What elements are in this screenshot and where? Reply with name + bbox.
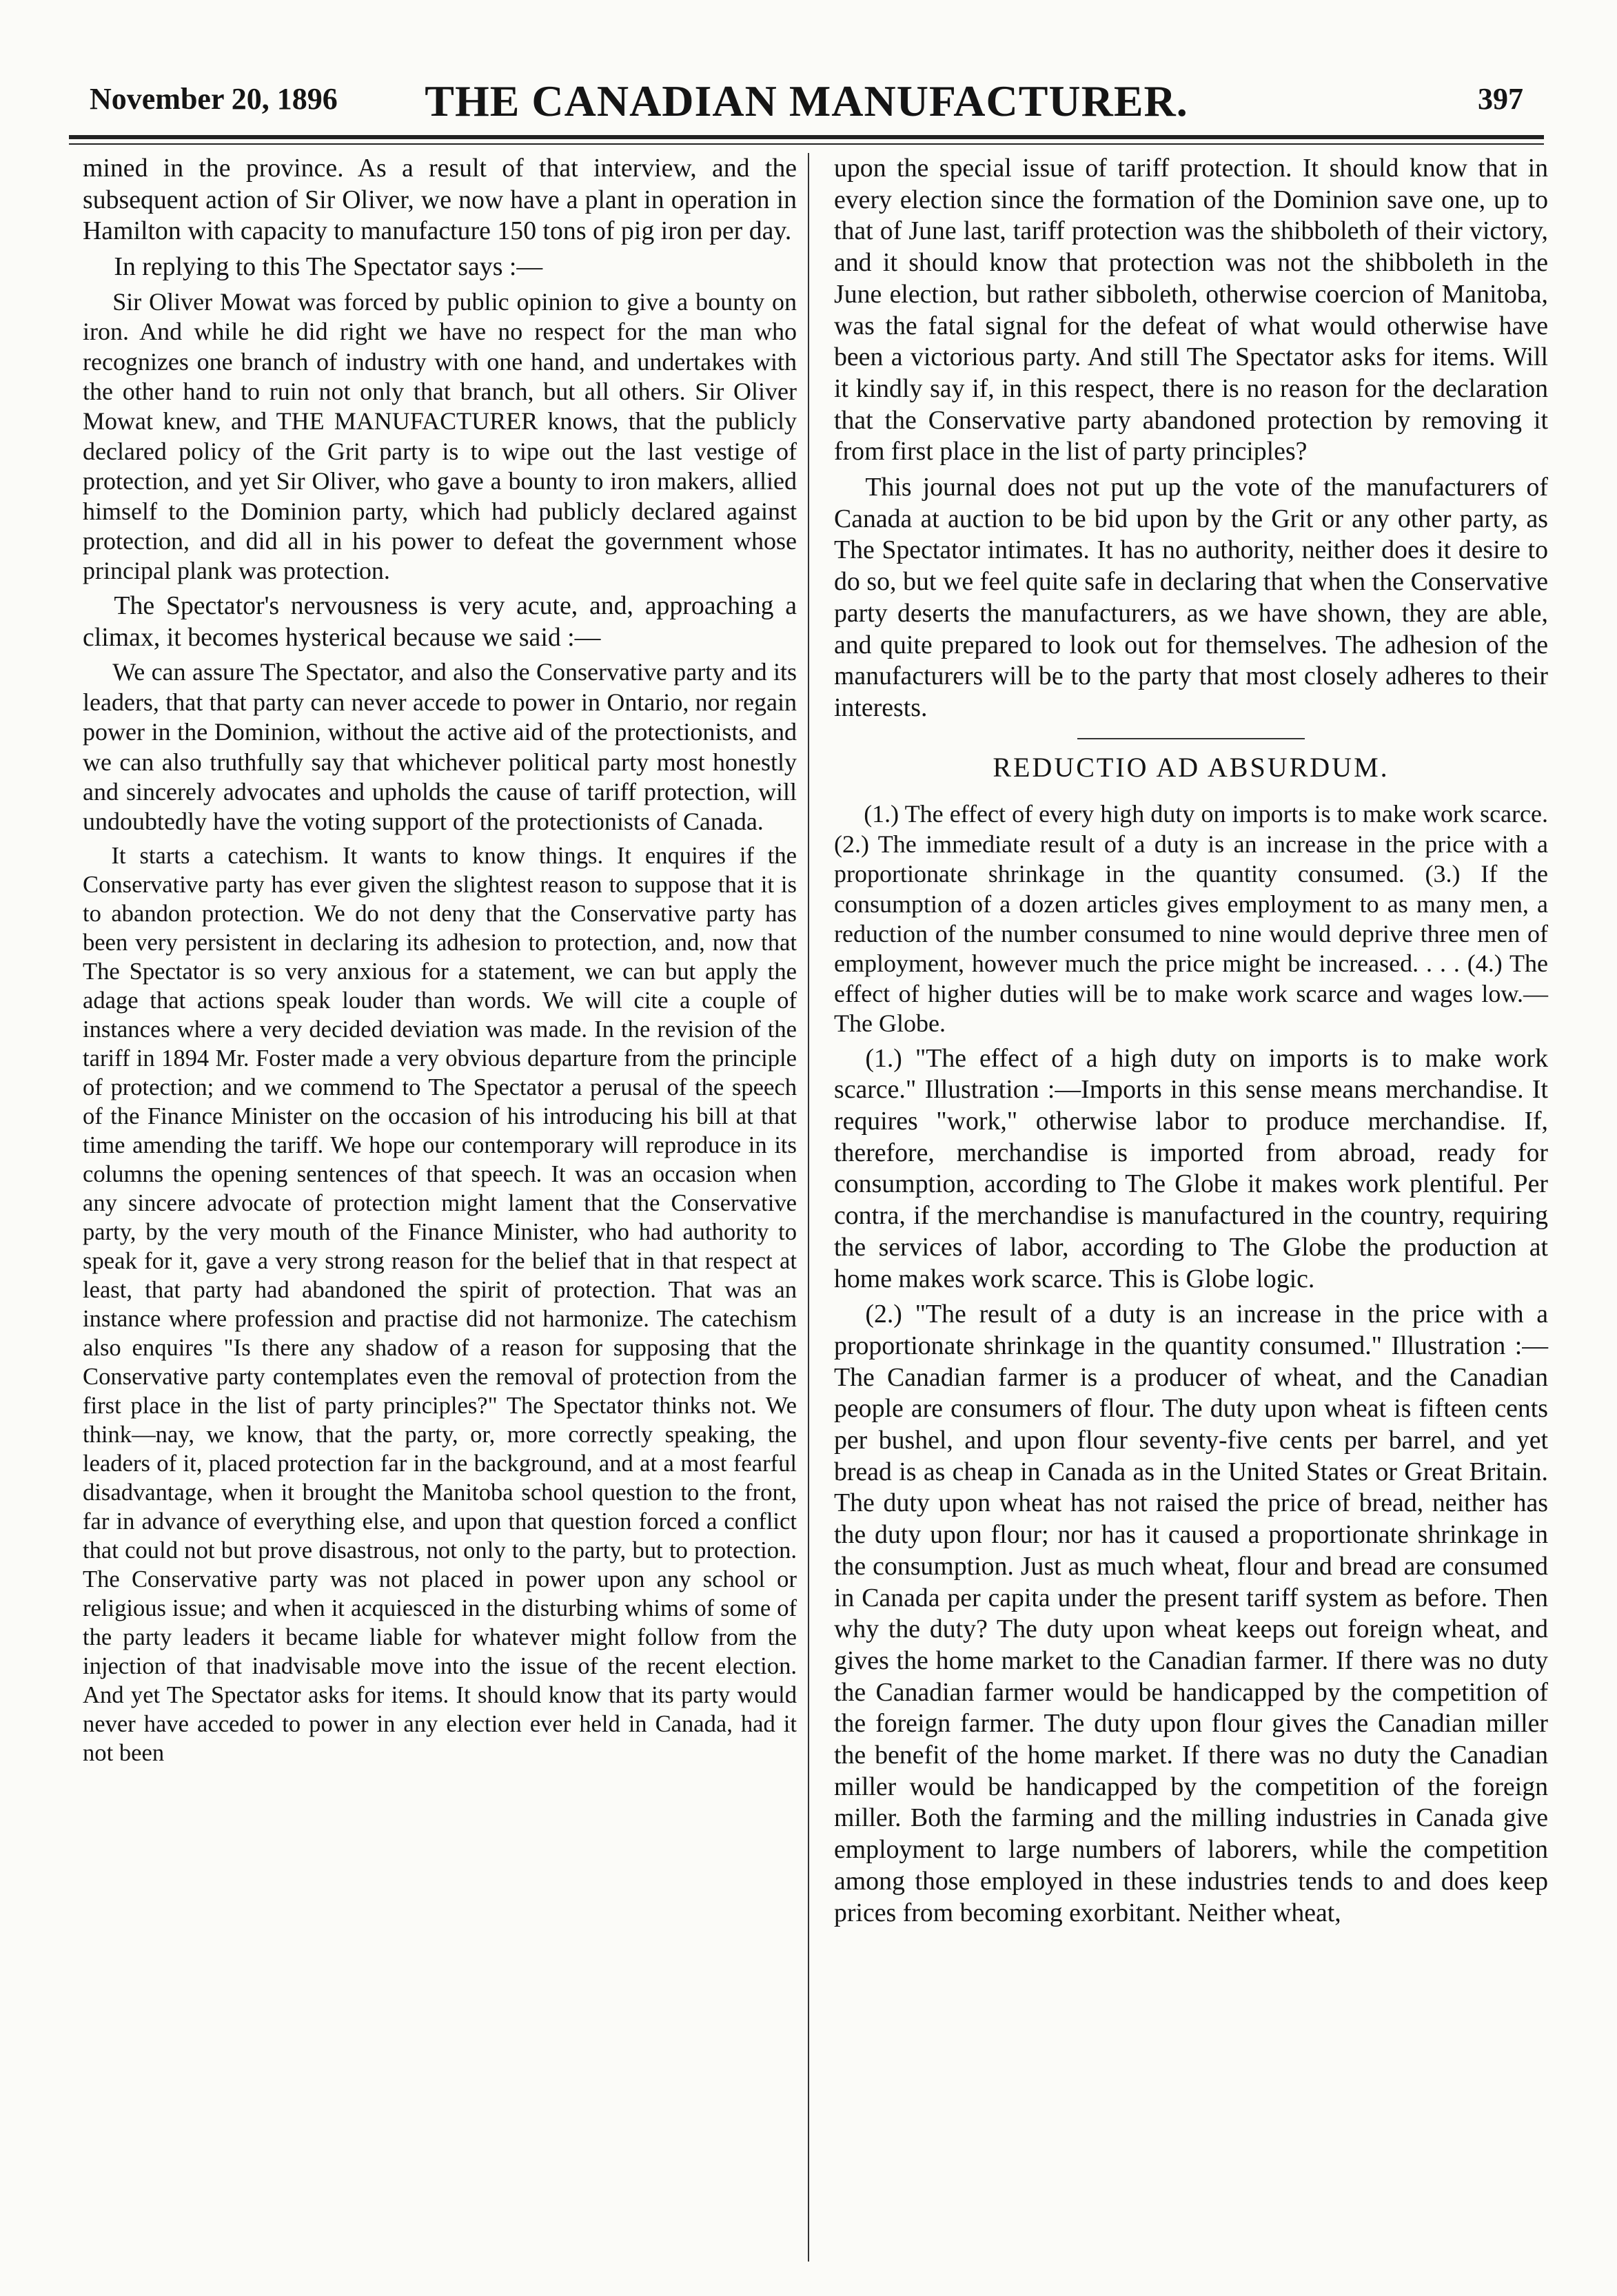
left-paragraph-6: It starts a catechism. It wants to know things. It enquires if the Conservative party has ever given the slightest reason to suppose that it is to abandon protection. We do not deny that the Conservative party has been very persistent in declaring its adhesion to protection, and, now that The Spectator is so very anxious for a statement, we can but apply the adage that actions speak louder than words. We will cite a couple of instances where a very decided deviation was made. In the revision of the tariff in 1894 Mr. Foster made a very obvious departure from the principle of protection; and we commend to The Spectator a perusal of the speech of the Finance Minister on the occasion of his introducing his bill at that time amending the tariff. We hope our contemporary will reproduce in its columns the opening sentences of that speech. It was an occasion when any sincere advocate of protection might lament that the Conservative party, by the very mouth of the Finance Minister, who had authority to speak for it, gave a very strong reason for the belief that in that respect at least, that party had abandoned the spirit of protection. That was an instance where profession and practise did not harmonize. The catechism also enquires "Is there any shadow of a reason for supposing that the Conservative party contemplates even the removal of protection from the first place in the list of party principles?" The Spectator thinks not. We think—nay, we know, that the party, or, more correctly speaking, the leaders of it, placed protection far in the background, and at a most fearful disadvantage, when it brought the Manitoba school question to the front, far in advance of everything else, and upon that question forced a conflict that could not but prove disastrous, not only to the party, but to protection. The Conservative party was not placed in power upon any school or religious issue; and when it acquiesced in the disturbing whims of some of the party leaders it became liable for whatever might follow from the injection of that inadvisable move into the issue of the recent election. And yet The Spectator asks for items. It should know that its party would never have acceded to power in any election ever held in Canada, had it not been — [83, 842, 797, 1766]
section-title: REDUCTIO AD ABSURDUM. — [993, 751, 1390, 783]
header-rule-thick — [69, 135, 1544, 139]
globe-quote: (1.) The effect of every high duty on imports is to make work scarce. (2.) The immediate result of a duty is an increase in the price with a proportionate shrinkage in the quantity consumed. (3.) If the consumption of a dozen articles gives employment to as many men, a reduction of the number consumed to nine would deprive three men of employment, however much the price might be increased. . . . (4.) The effect of higher duties will be to make work scarce and wages low.—The Globe. — [834, 800, 1548, 1038]
right-paragraph-4: (1.) "The effect of a high duty on imports is to make work scarce." Illustration :—Imports in this sense means merchandise. It requires "work," otherwise labor to produce merchandise. If, therefore, merchandise is imported from abroad, ready for consumption, according to The Globe it makes work plentiful. Per contra, if the merchandise is manufactured in the country, requiring the services of labor, according to The Globe the production at home makes work scarce. This is Globe logic. — [834, 1043, 1548, 1293]
right-paragraph-2: This journal does not put up the vote of the manufacturers of Canada at auction to be bid upon by the Grit or any other party, as The Spectator intimates. It has no authority, neither does it desire to do so, but we feel quite safe in declaring that when the Conservative party deserts the manufacturers, as we have shown, they are able, and quite prepared to look out for themselves. The adhesion of the manufacturers will be to the party that most closely adheres to their interests. — [834, 473, 1548, 722]
publication-title: THE CANADIAN MANUFACTURER. — [425, 76, 1188, 125]
right-paragraph-1: upon the special issue of tariff protection. It should know that in every election since the formation of the Dominion save one, up to that of June last, tariff protection was the shibboleth of their victory, and it should know that protection was not the shibboleth in the June election, but rather sibboleth, otherwise coercion of Manitoba, was the fatal signal for the defeat of what would otherwise have been a victorious party. And still The Spectator asks for items. Will it kindly say if, in this respect, there is no reason for the declaration that the Conservative party abandoned protection by removing it from first place in the list of party principles? — [834, 154, 1548, 467]
page-number: 397 — [1478, 82, 1523, 116]
right-paragraph-5: (2.) "The result of a duty is an increase in the price with a proportionate shrinkage in the quantity consumed." Illustration :—The Canadian farmer is a producer of wheat, and the Canadian people are consumers of flour. The duty upon wheat is fifteen cents per bushel, and upon flour seventy-five cents per barrel, and yet bread is as cheap in Canada as in the United States or Great Britain. The duty upon wheat has not raised the price of bread, neither has the duty upon flour; nor has it caused a proportionate shrinkage in the consumption. Just as much wheat, flour and bread are consumed in Canada per capita under the present tariff system as before. Then why the duty? The duty upon wheat keeps out foreign wheat, and gives the home market to the Canadian farmer. If there was no duty the Canadian farmer would be handicapped by the competition of the foreign farmer. The duty upon flour gives the Canadian miller the benefit of the home market. If there was no duty the Canadian miller would be handicapped by the competition of the foreign miller. Both the farming and the milling industries in Canada give employment to large numbers of laborers, while the competition among those employed in these industries tends to and does keep prices from becoming exorbitant. Neither wheat, — [834, 1300, 1548, 1927]
left-quote-2: We can assure The Spectator, and also the Conservative party and its leaders, that that party can never accede to power in Ontario, nor regain power in the Dominion, without the active aid of the protectionists, and we can also truthfully say that whichever political party most honestly and sincerely advocates and upholds the cause of tariff protection, will undoubtedly have the voting support of the protectionists of Canada. — [83, 658, 797, 836]
section-divider — [1077, 738, 1305, 739]
column-divider — [808, 153, 809, 2262]
left-quote-1: Sir Oliver Mowat was forced by public opinion to give a bounty on iron. And while he did right we have no respect for the man who recognizes one branch of industry with one hand, and undertakes with the other hand to ruin not only that branch, but all others. Sir Oliver Mowat knew, and THE MANUFACTURER knows, that the publicly declared policy of the Grit party is to wipe out the last vestige of protection, and yet Sir Oliver, who gave a bounty to iron makers, allied himself to the Dominion party, which had publicly declared against protection, and did all in his power to defeat the government whose principal plank was protection. — [83, 287, 797, 585]
page-header — [90, 76, 1523, 131]
left-paragraph-4: The Spectator's nervousness is very acute, and, approaching a climax, it becomes hysterical because we said :— — [83, 591, 797, 652]
header-rule-thin — [69, 143, 1544, 145]
left-paragraph-1: mined in the province. As a result of that interview, and the subsequent action of Sir Oliver, we now have a plant in operation in Hamilton with capacity to manufacture 150 tons of pig iron per day. — [83, 154, 797, 246]
right-column — [834, 153, 1548, 1929]
issue-date: November 20, 1896 — [90, 82, 338, 116]
left-column — [83, 153, 797, 1767]
left-paragraph-2: In replying to this The Spectator says :— — [114, 252, 543, 282]
